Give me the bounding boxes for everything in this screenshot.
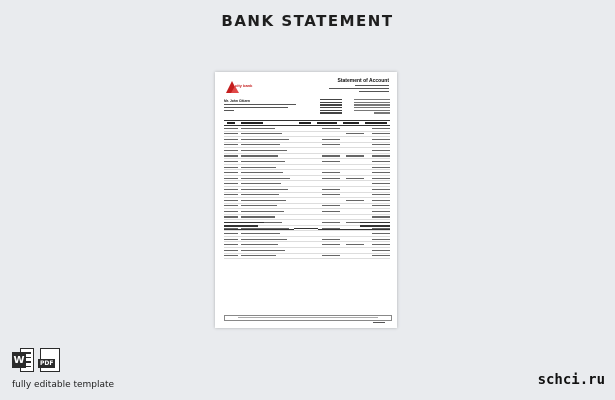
template-caption: fully editable template	[12, 380, 115, 390]
word-icon: W	[12, 348, 34, 372]
customer-address	[224, 99, 312, 112]
transactions-table	[224, 120, 390, 259]
bank-address	[329, 85, 389, 93]
statement-totals	[224, 222, 390, 229]
format-icons	[12, 348, 62, 372]
statement-heading: Statement of Account	[337, 78, 389, 84]
pdf-icon: PDF	[40, 348, 62, 372]
bank-logo-text: city bank	[235, 83, 253, 88]
customer-name: Mr. John Citizen	[224, 99, 250, 103]
table-row	[224, 254, 390, 260]
statement-footer-note	[224, 315, 392, 321]
site-brand: schci.ru	[537, 372, 605, 388]
statement-preview	[215, 72, 397, 328]
page-title: BANK STATEMENT	[221, 12, 394, 30]
transaction-rows	[224, 126, 390, 259]
page-number	[373, 322, 385, 323]
account-details	[320, 99, 390, 115]
